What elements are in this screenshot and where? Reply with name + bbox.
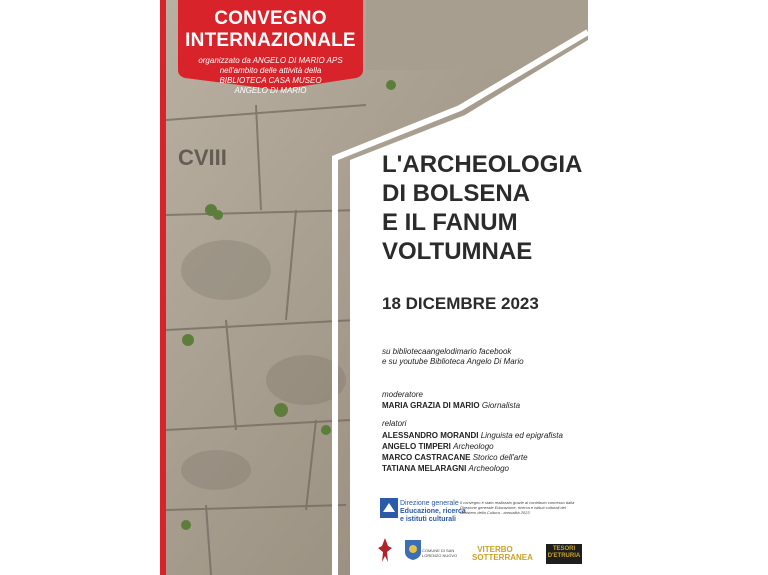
speaker-name: ALESSANDRO MORANDI [382, 431, 479, 440]
moderator-role: Giornalista [481, 401, 521, 410]
banner-sub-line4: ANGELO DI MARIO [234, 86, 307, 95]
stream-line1: su bibliotecaangelodimario facebook [382, 347, 512, 356]
viterbo-logo: VITERBO SOTTERRANEA [472, 545, 533, 562]
sponsor-name [400, 500, 466, 524]
speaker-role: Archeologo [468, 464, 510, 473]
title-line2: DI BOLSENA [382, 180, 531, 207]
banner-text [178, 8, 363, 96]
title-line1: L'ARCHEOLOGIA [382, 151, 583, 178]
speaker-row [382, 453, 528, 463]
comune-logo-text: COMUNE DI SAN LORENZO NUOVO [422, 548, 458, 558]
speakers-label: relatori [382, 419, 407, 428]
banner-sub-line3: BIBLIOTECA CASA MUSEO [219, 76, 322, 85]
moderator-label: moderatore [382, 390, 423, 399]
speaker-row [382, 464, 509, 474]
ministry-logo-icon [380, 498, 398, 518]
sponsor-line3: e istituti culturali [400, 516, 457, 523]
comune-crest-icon [405, 540, 421, 560]
banner-sub [178, 56, 363, 96]
speaker-name: ANGELO TIMPERI [382, 442, 451, 451]
moderator-line [382, 401, 520, 411]
tesori-logo: TESORI D'ETRURIA [546, 544, 582, 564]
title-line4: VOLTUMNAE [382, 238, 533, 265]
banner-title-line2: INTERNAZIONALE [185, 30, 356, 51]
speaker-role: Storico dell'arte [472, 453, 528, 462]
event-title [382, 150, 582, 266]
speaker-role: Archeologo [453, 442, 494, 451]
red-stripe [160, 0, 166, 575]
banner-sub-line1: organizzato da ANGELO DI MARIO APS [198, 56, 343, 65]
moderator-name: MARIA GRAZIA DI MARIO [382, 401, 480, 410]
poster [160, 0, 588, 575]
sponsor-description: Il convegno è stato realizzato grazie al contributo concesso dalla Direzione generale Educazione, ricerca e istituti culturali del Ministero della Cultura - annualità 2023 [460, 500, 575, 515]
speaker-name: TATIANA MELARAGNI [382, 464, 467, 473]
title-line3: E IL FANUM [382, 209, 518, 236]
sponsor-line1: Direzione generale [400, 500, 459, 507]
speaker-row [382, 431, 563, 441]
speaker-name: MARCO CASTRACANE [382, 453, 471, 462]
emblem-icon [378, 538, 392, 562]
event-date: 18 DICEMBRE 2023 [382, 294, 539, 313]
svg-text:CVIII: CVIII [178, 145, 227, 170]
speaker-role: Linguista ed epigrafista [480, 431, 563, 440]
banner-title-line1: CONVEGNO [214, 8, 327, 29]
stream-line2: e su youtube Biblioteca Angelo Di Mario [382, 357, 524, 366]
sponsor-line2: Educazione, ricerca [400, 508, 466, 515]
speaker-row [382, 442, 494, 452]
banner-sub-line2: nell'ambito delle attività della [219, 66, 322, 75]
